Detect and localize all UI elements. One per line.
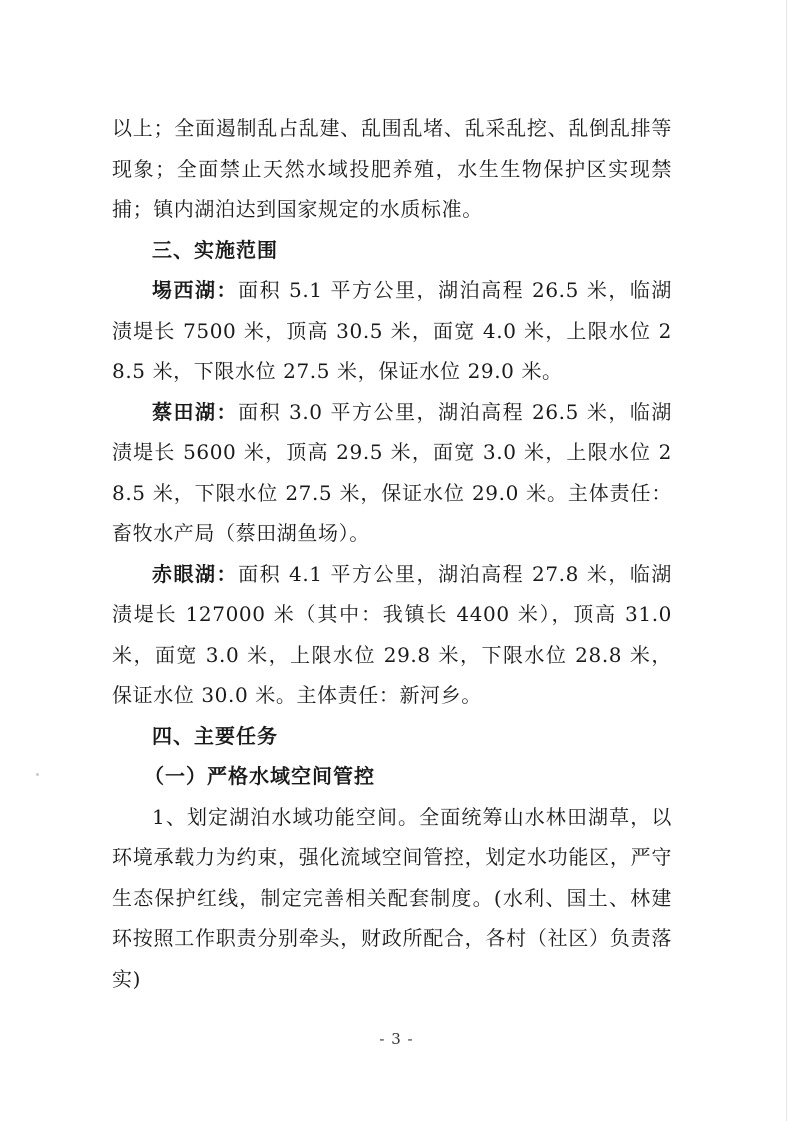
page-edge: [786, 0, 787, 1121]
page-number: - 3 -: [379, 1030, 414, 1048]
lake-text-2: 面积 3.0 平方公里，湖泊高程 26.5 米，临湖渍堤长 5600 米，顶高 29.5 米，面宽 3.0 米，上限水位 28.5 米，下限水位 27.5 米，保证水位 29.0 米。主体责任：畜牧水产局（蔡田湖鱼场）。: [112, 399, 672, 545]
task-item-1: 1、划定湖泊水域功能空间。全面统筹山水林田湖草，以环境承载力为约束，强化流域空间管控，划定水功能区，严守生态保护红线，制定完善相关配套制度。(水利、国土、林建环按照工作职责分别牵头，财政所配合，各村（社区）负责落实): [112, 804, 672, 991]
lake-name-3: 赤眼湖：: [152, 561, 239, 586]
section-heading-implementation-scope: 三、实施范围: [152, 237, 278, 262]
scan-mark: [36, 773, 39, 776]
document-body: [112, 108, 672, 999]
lake-paragraph-1: [112, 270, 672, 392]
lake-name-1: 埸西湖：: [152, 278, 239, 302]
section-heading-main-tasks: 四、主要任务: [152, 723, 278, 748]
lake-paragraph-2: [112, 392, 672, 554]
intro-paragraph: 以上；全面遏制乱占乱建、乱围乱堵、乱采乱挖、乱倒乱排等现象；全面禁止天然水域投肥养殖，水生生物保护区实现禁捕；镇内湖泊达到国家规定的水质标准。: [112, 116, 672, 221]
lake-paragraph-3: [112, 554, 672, 716]
lake-text-1: 面积 5.1 平方公里，湖泊高程 26.5 米，临湖渍堤长 7500 米，顶高 30.5 米，面宽 4.0 米，上限水位 28.5 米，下限水位 27.5 米，保证水位 29.0 米。: [112, 278, 672, 383]
lake-text-3: 面积 4.1 平方公里，湖泊高程 27.8 米，临湖渍堤长 127000 米（其中：我镇长 4400 米），顶高 31.0 米，面宽 3.0 米，上限水位 29.8 米，下限水位 28.8 米，保证水位 30.0 米。主体责任：新河乡。: [112, 561, 672, 707]
subsection-heading-water-space-control: （一）严格水域空间管控: [144, 764, 375, 788]
lake-name-2: 蔡田湖：: [152, 399, 239, 424]
